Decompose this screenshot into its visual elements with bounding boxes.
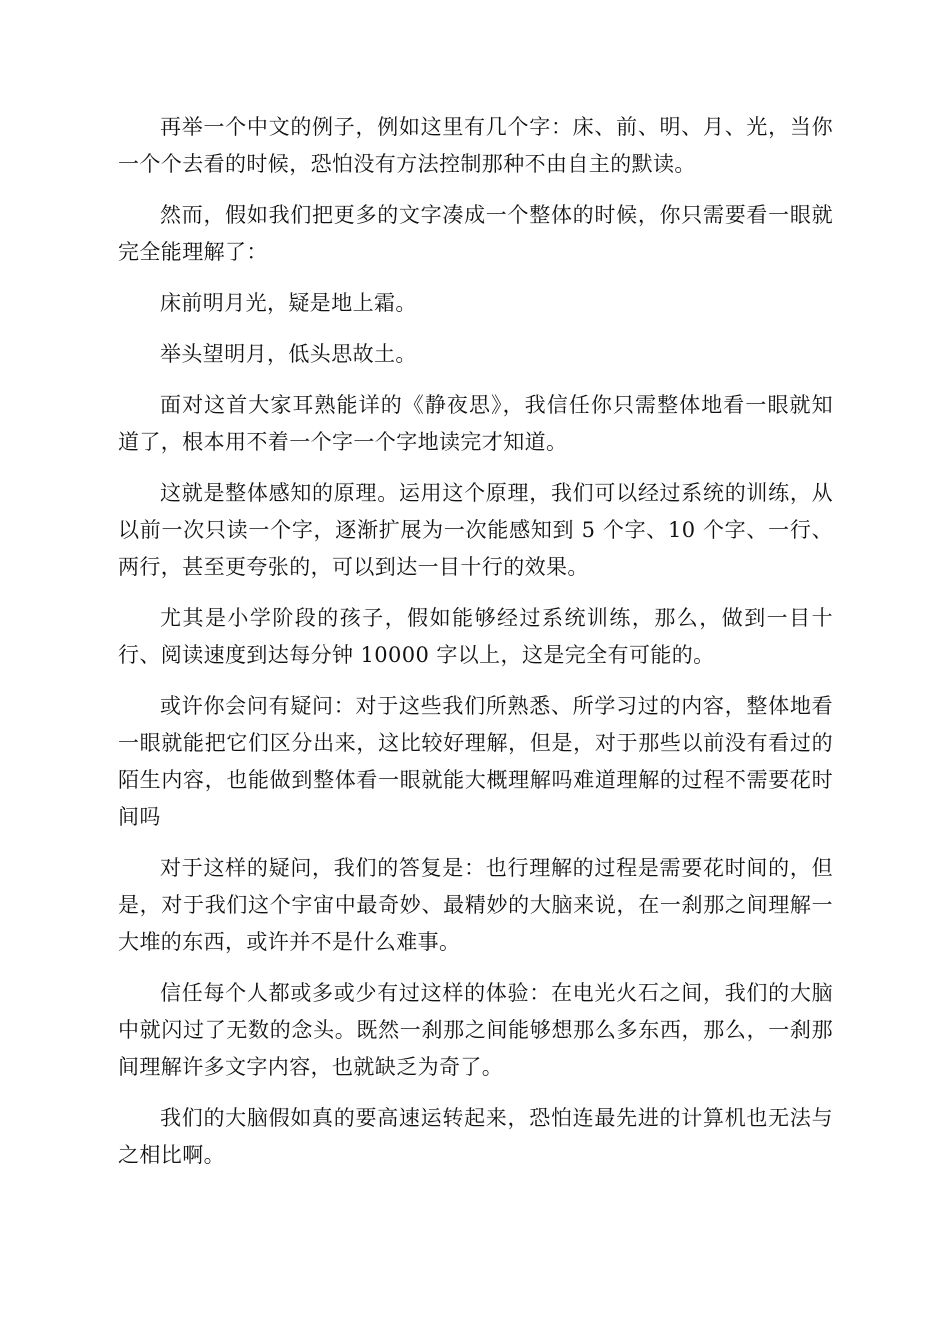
paragraph: 我们的大脑假如真的要高速运转起来，恐怕连最先进的计算机也无法与之相比啊。	[118, 1106, 833, 1167]
poem-line: 举头望明月，低头思故土。	[160, 342, 417, 366]
paragraph: 这就是整体感知的原理。运用这个原理，我们可以经过系统的训练，从以前一次只读一个字，逐渐扩展为一次能感知到 5 个字、10 个字、一行、两行，甚至更夸张的，可以到达一目十行的效果。	[118, 481, 833, 579]
paragraph: 尤其是小学阶段的孩子，假如能够经过系统训练，那么，做到一目十行、阅读速度到达每分钟 10000 字以上，这是完全有可能的。	[118, 606, 833, 667]
paragraph: 或许你会问有疑问：对于这些我们所熟悉、所学习过的内容，整体地看一眼就能把它们区分出来，这比较好理解，但是，对于那些以前没有看过的陌生内容，也能做到整体看一眼就能大概理解吗难道理解的过程不需要花时间吗	[118, 694, 833, 829]
paragraph: 信任每个人都或多或少有过这样的体验：在电光火石之间，我们的大脑中就闪过了无数的念头。既然一刹那之间能够想那么多东西，那么，一刹那间理解许多文字内容，也就缺乏为奇了。	[118, 981, 833, 1079]
poem-line: 床前明月光，疑是地上霜。	[160, 291, 417, 315]
paragraph: 然而，假如我们把更多的文字凑成一个整体的时候，你只需要看一眼就完全能理解了：	[118, 203, 833, 264]
paragraph: 再举一个中文的例子，例如这里有几个字：床、前、明、月、光，当你一个个去看的时候，恐怕没有方法控制那种不由自主的默读。	[118, 115, 833, 176]
paragraph: 对于这样的疑问，我们的答复是：也行理解的过程是需要花时间的，但是，对于我们这个宇宙中最奇妙、最精妙的大脑来说，在一刹那之间理解一大堆的东西，或许并不是什么难事。	[118, 856, 833, 954]
paragraph: 面对这首大家耳熟能详的《静夜思》，我信任你只需整体地看一眼就知道了，根本用不着一个字一个字地读完才知道。	[118, 393, 833, 454]
document-body	[118, 109, 833, 1188]
